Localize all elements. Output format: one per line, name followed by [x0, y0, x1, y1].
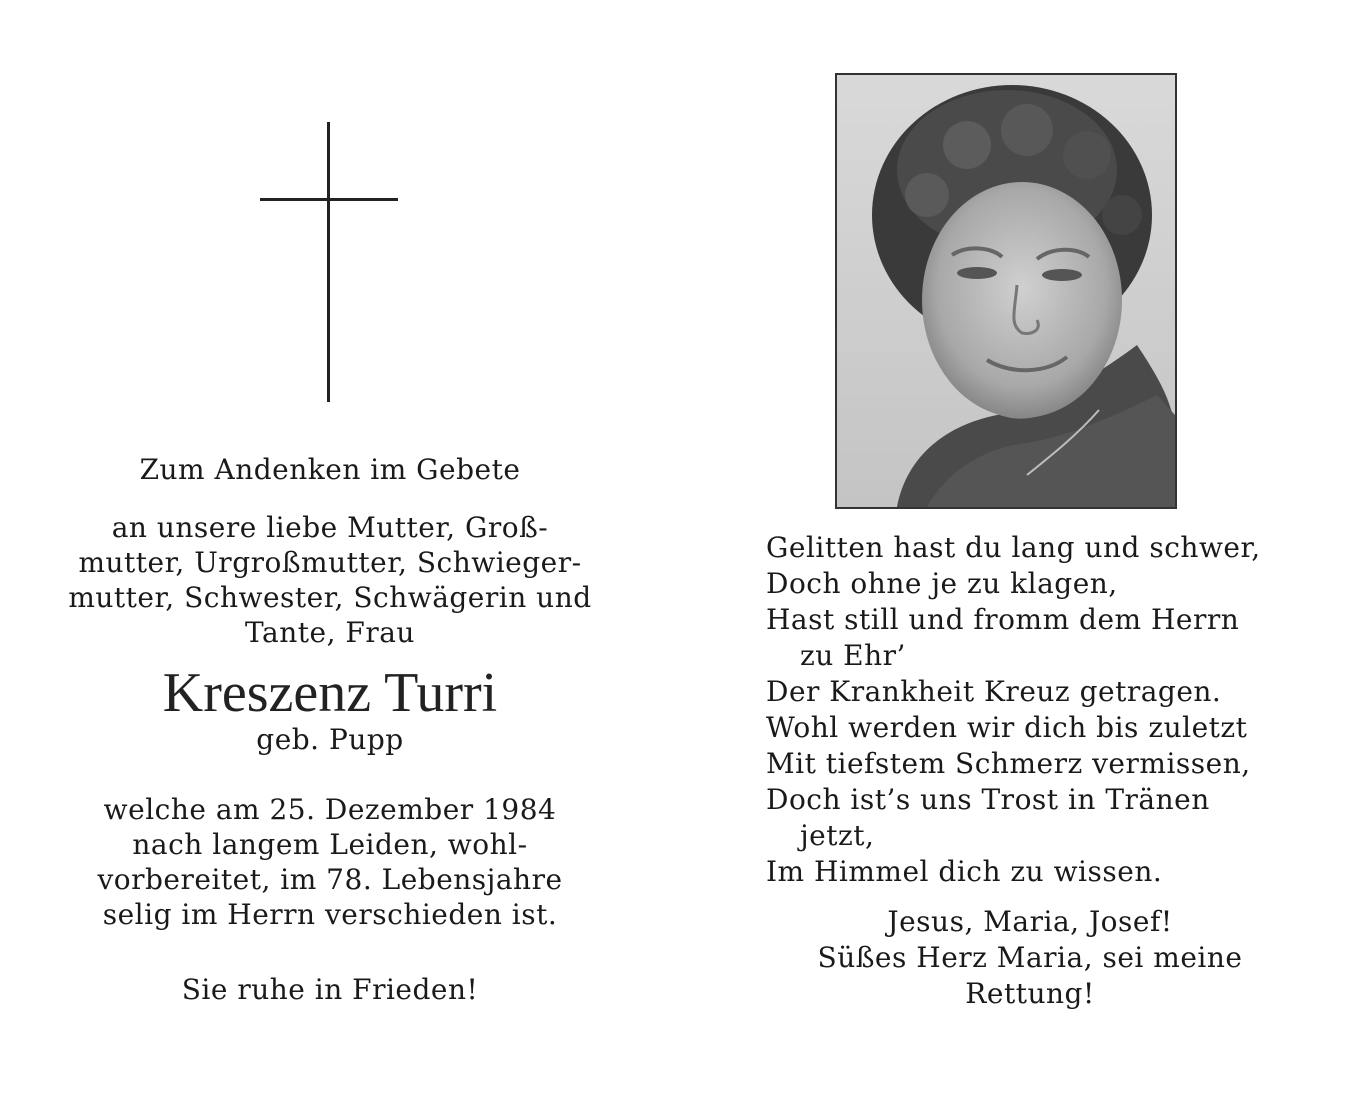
poem-line: Im Himmel dich zu wissen.: [766, 855, 1163, 888]
closing-line: Rettung!: [965, 977, 1095, 1010]
closing-line: Jesus, Maria, Josef!: [887, 905, 1173, 938]
death-notice-line: selig im Herrn verschieden ist.: [102, 898, 558, 931]
rest-in-peace-line: Sie ruhe in Frieden!: [181, 973, 479, 1006]
death-notice-block: [40, 792, 620, 932]
poem-line: Hast still und fromm dem Herrn: [766, 603, 1240, 636]
relations-line: an unsere liebe Mutter, Groß-: [111, 511, 549, 544]
portrait-image: [837, 75, 1175, 507]
maiden-name: geb. Pupp: [256, 723, 404, 756]
cross-horizontal-bar: [260, 198, 398, 201]
poem-line: Mit tiefstem Schmerz vermissen,: [766, 747, 1251, 780]
relations-line: mutter, Urgroßmutter, Schwieger-: [78, 546, 582, 579]
poem-line: Wohl werden wir dich bis zuletzt: [766, 711, 1248, 744]
poem-line: Doch ist’s uns Trost in Tränen: [766, 783, 1210, 816]
poem-line: Doch ohne je zu klagen,: [766, 567, 1118, 600]
closing-line: Süßes Herz Maria, sei meine: [817, 941, 1243, 974]
portrait-photo: [835, 73, 1177, 509]
relations-line: Tante, Frau: [245, 616, 415, 649]
cross-vertical-bar: [327, 122, 330, 402]
closing-prayer: [760, 904, 1300, 1012]
relations-line: mutter, Schwester, Schwägerin und: [68, 581, 592, 614]
poem-line: Der Krankheit Kreuz getragen.: [766, 675, 1222, 708]
relations-block: [40, 510, 620, 650]
remembrance-heading: Zum Andenken im Gebete: [139, 453, 521, 486]
death-notice-line: nach langem Leiden, wohl-: [132, 828, 528, 861]
death-notice-line: welche am 25. Dezember 1984: [103, 793, 557, 826]
poem-line: jetzt,: [800, 819, 875, 852]
deceased-name: Kreszenz Turri: [162, 662, 498, 724]
death-notice-line: vorbereitet, im 78. Lebensjahre: [97, 863, 563, 896]
poem-line: zu Ehr’: [800, 639, 906, 672]
poem-block: [766, 530, 1326, 890]
poem-line: Gelitten hast du lang und schwer,: [766, 531, 1261, 564]
